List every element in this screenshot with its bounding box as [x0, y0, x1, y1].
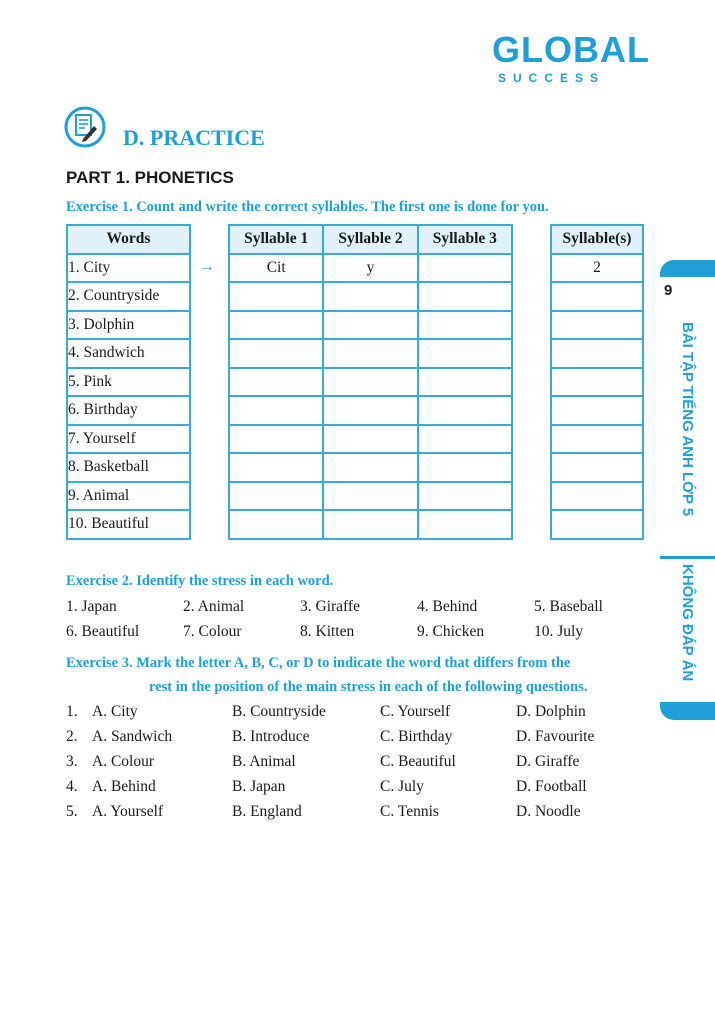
syllable1-cell[interactable] — [229, 368, 323, 397]
syllable2-cell[interactable] — [323, 425, 417, 454]
syllable-count-cell[interactable] — [551, 482, 643, 511]
question-number: 5. — [66, 803, 78, 820]
table-row — [229, 311, 512, 340]
syllable2-cell[interactable] — [323, 482, 417, 511]
question-number: 2. — [66, 728, 78, 745]
syllable2-cell[interactable]: y — [323, 254, 417, 283]
option-d[interactable]: D. Football — [516, 778, 587, 795]
table-row — [229, 482, 512, 511]
syllable-count-cell[interactable]: 2 — [551, 254, 643, 283]
table-row — [67, 254, 190, 283]
table-row — [67, 453, 190, 482]
syllable1-cell[interactable] — [229, 453, 323, 482]
exercise2-item: 8. Kitten — [300, 623, 355, 640]
option-d[interactable]: D. Favourite — [516, 728, 595, 745]
table-row — [229, 282, 512, 311]
table-row — [551, 311, 643, 340]
syllable3-cell[interactable] — [418, 254, 512, 283]
exercise2-item: 10. July — [534, 623, 584, 640]
document-pencil-icon — [64, 106, 106, 148]
option-a[interactable]: A. City — [92, 703, 138, 720]
syllable1-cell[interactable]: Cit — [229, 254, 323, 283]
word-cell: 10. Beautiful — [67, 510, 190, 539]
table-row — [551, 425, 643, 454]
words-table — [66, 224, 191, 540]
question-number: 1. — [66, 703, 78, 720]
section-title: D. PRACTICE — [123, 125, 265, 150]
option-a[interactable]: A. Sandwich — [92, 728, 173, 745]
part-title: PART 1. PHONETICS — [66, 168, 234, 187]
exercise2-item: 5. Baseball — [534, 598, 603, 615]
word-cell: 3. Dolphin — [67, 311, 190, 340]
exercise2-item: 2. Animal — [183, 598, 245, 615]
syllable3-cell[interactable] — [418, 453, 512, 482]
option-c[interactable]: C. Tennis — [380, 803, 439, 820]
table-row — [551, 510, 643, 539]
side-tab-divider — [660, 556, 715, 559]
option-b[interactable]: B. England — [232, 803, 302, 820]
table-row — [67, 396, 190, 425]
option-b[interactable]: B. Japan — [232, 778, 286, 795]
table-row — [551, 453, 643, 482]
option-b[interactable]: B. Countryside — [232, 703, 326, 720]
syllable1-cell[interactable] — [229, 311, 323, 340]
syllable3-cell[interactable] — [418, 368, 512, 397]
exercise2-item: 9. Chicken — [417, 623, 485, 640]
syllable-count-cell[interactable] — [551, 339, 643, 368]
syllable1-header: Syllable 1 — [229, 225, 323, 254]
exercise2-item: 7. Colour — [183, 623, 242, 640]
option-d[interactable]: D. Noodle — [516, 803, 581, 820]
option-d[interactable]: D. Giraffe — [516, 753, 580, 770]
word-cell: 5. Pink — [67, 368, 190, 397]
word-cell: 2. Countryside — [67, 282, 190, 311]
logo-sub-text: SUCCESS — [498, 71, 606, 85]
exercise2-title: Exercise 2. Identify the stress in each word. — [66, 573, 334, 589]
table-row — [67, 510, 190, 539]
table-row — [551, 282, 643, 311]
logo-main-text: GLOBAL — [492, 29, 650, 70]
option-a[interactable]: A. Behind — [92, 778, 156, 795]
exercise2-row — [66, 623, 651, 641]
table-row — [551, 254, 643, 283]
arrow-icon: → — [199, 258, 215, 275]
syllable-count-cell[interactable] — [551, 282, 643, 311]
syllable-count-cell[interactable] — [551, 396, 643, 425]
syllable-count-cell[interactable] — [551, 311, 643, 340]
syllable1-cell[interactable] — [229, 510, 323, 539]
option-c[interactable]: C. Birthday — [380, 728, 453, 745]
table-row — [67, 311, 190, 340]
exercise3-title-line1: Exercise 3. Mark the letter A, B, C, or D to indicate the word that differs from the — [66, 655, 571, 671]
word-cell: 4. Sandwich — [67, 339, 190, 368]
count-header: Syllable(s) — [551, 225, 643, 254]
option-d[interactable]: D. Dolphin — [516, 703, 586, 720]
words-header: Words — [67, 225, 190, 254]
syllable3-cell[interactable] — [418, 510, 512, 539]
syllable3-cell[interactable] — [418, 282, 512, 311]
table-row — [67, 425, 190, 454]
side-tab-title-bottom: KHÔNG ĐÁP ÁN — [679, 564, 696, 682]
syllable-count-cell[interactable] — [551, 510, 643, 539]
question-number: 4. — [66, 778, 78, 795]
option-c[interactable]: C. Yourself — [380, 703, 451, 720]
syllable2-cell[interactable] — [323, 396, 417, 425]
table-row — [229, 453, 512, 482]
table-row — [229, 425, 512, 454]
count-table — [550, 224, 644, 540]
syllable3-cell[interactable] — [418, 311, 512, 340]
option-b[interactable]: B. Introduce — [232, 728, 310, 745]
word-cell: 6. Birthday — [67, 396, 190, 425]
syllable1-cell[interactable] — [229, 282, 323, 311]
table-row — [229, 339, 512, 368]
syllable1-cell[interactable] — [229, 339, 323, 368]
table-row — [551, 396, 643, 425]
syllable2-cell[interactable] — [323, 453, 417, 482]
syllable3-cell[interactable] — [418, 482, 512, 511]
table-row — [229, 396, 512, 425]
syllable1-cell[interactable] — [229, 425, 323, 454]
syllable2-cell[interactable] — [323, 311, 417, 340]
syllable-count-cell[interactable] — [551, 453, 643, 482]
syllable2-cell[interactable] — [323, 339, 417, 368]
word-cell: 8. Basketball — [67, 453, 190, 482]
table-row — [229, 368, 512, 397]
syllable1-cell[interactable] — [229, 396, 323, 425]
table-row — [229, 510, 512, 539]
option-b[interactable]: B. Animal — [232, 753, 296, 770]
global-success-logo — [492, 29, 650, 90]
word-cell: 1. City — [67, 254, 190, 283]
syllable2-cell[interactable] — [323, 510, 417, 539]
side-tab-title-top: BÀI TẬP TIẾNG ANH LỚP 5 — [679, 322, 696, 517]
table-row — [551, 368, 643, 397]
syllable3-cell[interactable] — [418, 339, 512, 368]
syllable2-cell[interactable] — [323, 368, 417, 397]
syllables-table — [228, 224, 513, 540]
table-row — [67, 482, 190, 511]
exercise2-item: 4. Behind — [417, 598, 478, 615]
option-a[interactable]: A. Yourself — [92, 803, 164, 820]
exercise3-title-line2: rest in the position of the main stress in each of the following questions. — [149, 679, 588, 695]
word-cell: 9. Animal — [67, 482, 190, 511]
exercise1-title: Exercise 1. Count and write the correct syllables. The first one is done for you. — [66, 199, 549, 215]
table-row — [67, 339, 190, 368]
table-row — [229, 254, 512, 283]
option-a[interactable]: A. Colour — [92, 753, 154, 770]
syllable-count-cell[interactable] — [551, 368, 643, 397]
word-cell: 7. Yourself — [67, 425, 190, 454]
syllable3-header: Syllable 3 — [418, 225, 512, 254]
syllable-count-cell[interactable] — [551, 425, 643, 454]
exercise2-row — [66, 598, 651, 616]
exercise2-item: 1. Japan — [66, 598, 117, 615]
page-number: 9 — [664, 282, 673, 299]
syllable3-cell[interactable] — [418, 396, 512, 425]
option-c[interactable]: C. July — [380, 778, 424, 795]
exercise2-item: 3. Giraffe — [300, 598, 360, 615]
table-row — [67, 368, 190, 397]
table-row — [67, 282, 190, 311]
table-row — [551, 482, 643, 511]
question-number: 3. — [66, 753, 78, 770]
syllable2-cell[interactable] — [323, 282, 417, 311]
syllable2-header: Syllable 2 — [323, 225, 417, 254]
syllable1-cell[interactable] — [229, 482, 323, 511]
table-row — [551, 339, 643, 368]
exercise2-item: 6. Beautiful — [66, 623, 140, 640]
option-c[interactable]: C. Beautiful — [380, 753, 456, 770]
syllable3-cell[interactable] — [418, 425, 512, 454]
